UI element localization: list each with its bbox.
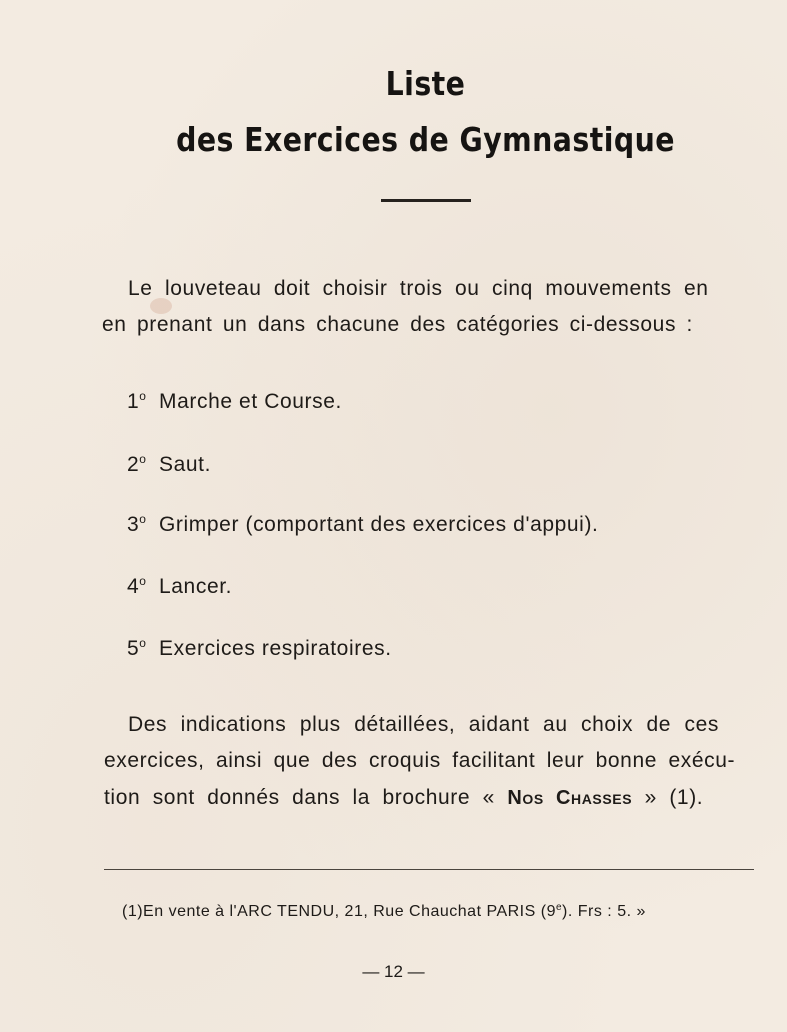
footnote-divider: [104, 869, 754, 870]
category-item-1: [127, 389, 342, 414]
intro-line-2: en prenant un dans chacune des catégories ci-dessous :: [102, 313, 693, 336]
category-number: 1: [127, 390, 140, 413]
details-line-3: [104, 786, 703, 810]
footnote: [122, 902, 646, 921]
category-item-3: [127, 512, 598, 537]
brochure-title: Nos Chasses: [507, 787, 633, 809]
page-number: — 12 —: [362, 962, 425, 981]
details-line-1: Des indications plus détaillées, aidant au choix de ces: [128, 713, 719, 736]
category-number: 2: [127, 453, 140, 476]
category-item-4: [127, 574, 232, 599]
category-label: Saut.: [159, 453, 212, 476]
category-ordinal: o: [139, 389, 147, 403]
details-line-2: exercices, ainsi que des croquis facilitant leur bonne exécu-: [104, 749, 736, 772]
footnote-superscript: e: [555, 902, 563, 913]
category-item-5: [127, 636, 392, 661]
details-line-3-suffix: » (1).: [644, 786, 704, 809]
category-ordinal: o: [139, 512, 147, 526]
category-ordinal: o: [139, 452, 147, 466]
category-ordinal: o: [139, 574, 147, 588]
category-label: Exercices respiratoires.: [159, 637, 392, 660]
intro-line-1: Le louveteau doit choisir trois ou cinq mouvements en: [128, 277, 709, 300]
category-label: Grimper (comportant des exercices d'appui).: [159, 513, 599, 536]
category-label: Marche et Course.: [159, 390, 342, 413]
page-title-line-1: Liste: [385, 64, 466, 103]
footnote-text-before: (1)En vente à l'ARC TENDU, 21, Rue Chauchat PARIS (9: [122, 903, 556, 920]
details-line-3-prefix: tion sont donnés dans la brochure «: [104, 786, 495, 809]
page-title-line-2: des Exercices de Gymnastique: [176, 120, 675, 159]
category-number: 3: [127, 513, 140, 536]
category-label: Lancer.: [159, 575, 233, 598]
category-ordinal: o: [139, 636, 147, 650]
footnote-text-after: ). Frs : 5. »: [562, 903, 646, 920]
category-number: 5: [127, 637, 140, 660]
category-number: 4: [127, 575, 140, 598]
title-divider: [381, 199, 471, 202]
category-item-2: [127, 452, 211, 477]
